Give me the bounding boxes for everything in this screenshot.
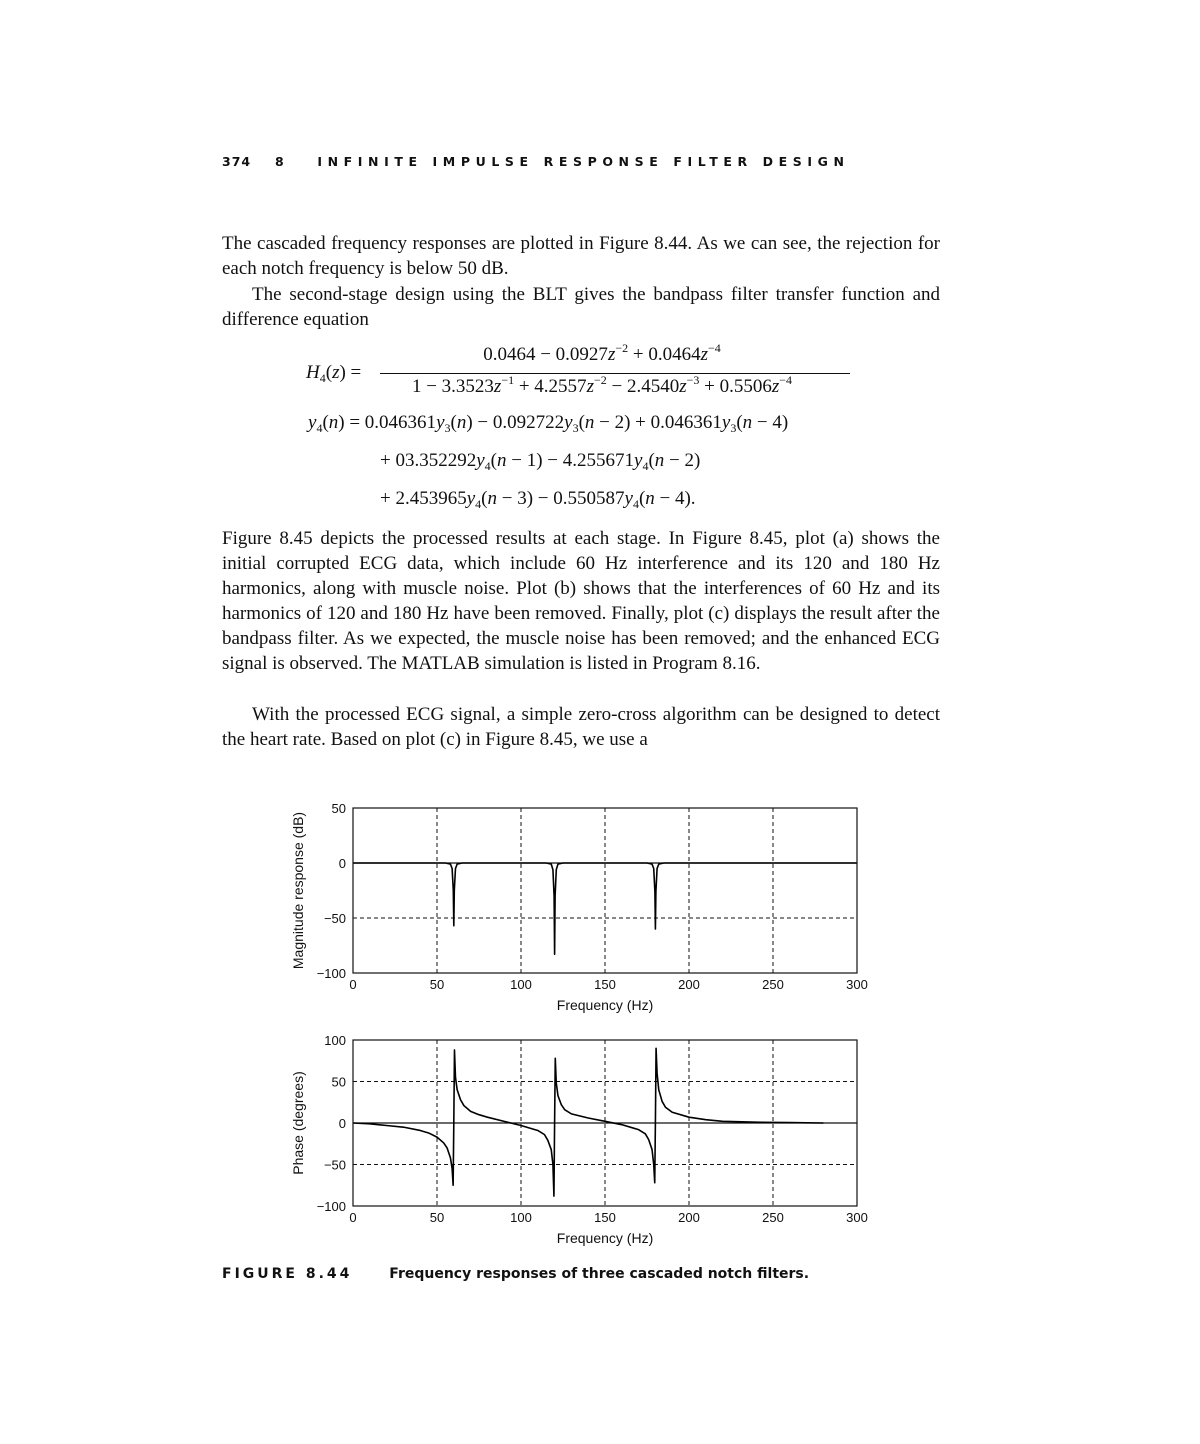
x-tick-label: 150 [594, 1210, 616, 1225]
equation-y4-line-3: + $2.453965y_4(n - 3) - 0.550587y_4(n - 4)$. [380, 488, 696, 511]
y-tick-label: −100 [316, 1199, 346, 1214]
y-tick-label: −50 [323, 911, 346, 926]
x-tick-label: 0 [349, 977, 357, 992]
paragraph-text: The second-stage design using the BLT gives the bandpass filter transfer function and difference equation [222, 284, 940, 330]
x-tick-label: 50 [429, 977, 445, 992]
equation-y4-line-2: + $03.352292y_4(n - 1) - 4.255671y_4(n - 2)$ [380, 450, 701, 473]
y-tick-label: −100 [316, 966, 346, 981]
equation-y4-line-1: $y_4(n) = 0.046361y_3(n) - 0.092722y_3(n - 2) + 0.046361y_3(n - 4)$ [308, 412, 789, 435]
x-tick-label: 100 [510, 977, 532, 992]
page-number: 374 [222, 154, 252, 169]
equation-h4-denominator: $1 - 3.3523z^{-1} + 4.2557z^{-2} - 2.4540z^{-3} + 0.5506z^{-4}$ [411, 373, 793, 397]
y-tick-label: 0 [338, 1116, 346, 1131]
x-tick-label: 300 [846, 1210, 868, 1225]
phase-chart [290, 1033, 868, 1246]
series-line-phase [353, 1048, 823, 1196]
x-tick-label: 150 [594, 977, 616, 992]
y-axis-label: Magnitude response (dB) [290, 811, 306, 970]
x-tick-label: 300 [846, 977, 868, 992]
paragraph-text: Figure 8.45 depicts the processed results at each stage. In Figure 8.45, plot (a) shows the initial corrupted ECG data, which include 60 Hz interference and its 120 and 180 Hz harmonics, along with muscle noise. Plot (b) shows that the interferences of 60 Hz and its harmonics of 120 and 180 Hz have been removed. Finally, plot (c) displays the result after the bandpass filter. As we expected, the muscle noise has been removed; and the enhanced ECG signal is observed. The MATLAB simulation is listed in Program 8.16. [222, 528, 940, 674]
x-tick-label: 0 [349, 1210, 357, 1225]
x-axis-label: Frequency (Hz) [556, 1230, 654, 1246]
x-tick-label: 50 [429, 1210, 445, 1225]
magnitude-chart [290, 801, 868, 1013]
y-tick-label: 50 [331, 1074, 346, 1090]
x-tick-label: 200 [678, 1210, 700, 1225]
x-tick-label: 100 [510, 1210, 532, 1225]
chapter-title: INFINITE IMPULSE RESPONSE FILTER DESIGN [317, 154, 850, 169]
paragraph-text: With the processed ECG signal, a simple zero-cross algorithm can be designed to detect the heart rate. Based on plot (c) in Figure 8.45, we use a [222, 704, 940, 750]
equation-h4-lhs: $H_4(z)$ = [306, 362, 362, 385]
x-tick-label: 200 [678, 977, 700, 992]
x-tick-label: 250 [762, 977, 784, 992]
y-tick-label: 50 [331, 801, 346, 816]
figure-caption [222, 1266, 809, 1282]
y-tick-label: 0 [338, 856, 346, 871]
equation-h4-numerator: $0.0464 - 0.0927z^{-2} + 0.0464z^{-4}$ [483, 341, 721, 365]
figure-label: FIGURE 8.44 [222, 1266, 353, 1282]
x-tick-label: 250 [762, 1210, 784, 1225]
y-tick-label: −50 [323, 1157, 346, 1173]
x-axis-label: Frequency (Hz) [556, 997, 654, 1013]
paragraph-text: The cascaded frequency responses are plotted in Figure 8.44. As we can see, the rejection for each notch frequency is below 50 dB. [222, 233, 940, 279]
chapter-number: 8 [275, 154, 290, 169]
y-tick-label: 100 [324, 1033, 346, 1048]
y-axis-label: Phase (degrees) [290, 1071, 306, 1175]
figure-caption-text: Frequency responses of three cascaded notch filters. [389, 1266, 810, 1282]
